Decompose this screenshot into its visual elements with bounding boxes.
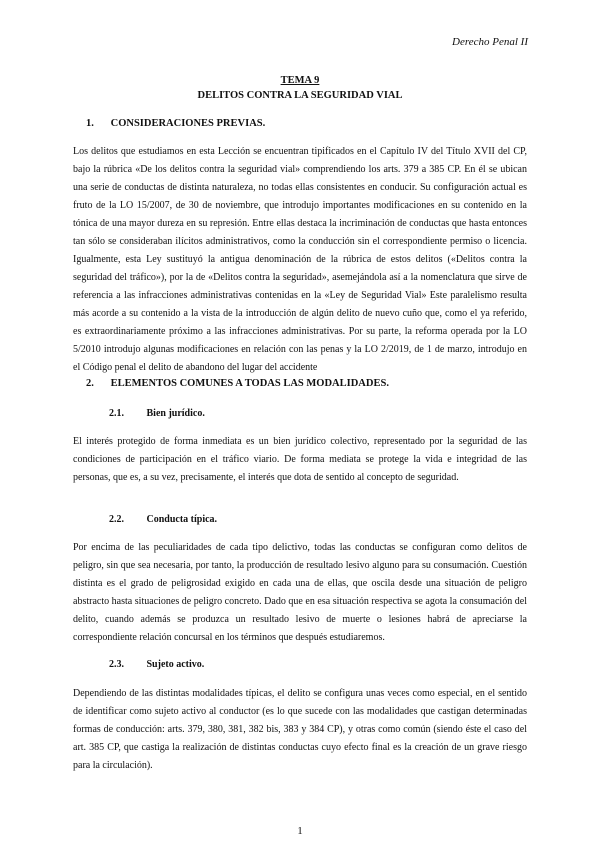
section-1-heading: [86, 118, 265, 129]
subsection-2-3-paragraph: Dependiendo de las distintas modalidades típicas, el delito se configura unas veces como especial, en el sentido de identificar como sujeto activo al conductor (es lo que sucede con las modalidades que castigan determinadas formas de conducción: arts. 379, 380, 381, 382 bis, 383 y 384 CP), y otras como común (siendo éste el caso del art. 385 CP, que castiga la realización de distintas conductas cuyo efecto final es la creación de un grave riesgo para la circulación).: [73, 688, 527, 771]
subsection-2-2-title: Conducta típica.: [146, 514, 218, 525]
section-2-title: ELEMENTOS COMUNES A TODAS LAS MODALIDADES.: [110, 378, 389, 389]
section-2-heading: [86, 378, 389, 389]
subsection-2-1-title: Bien jurídico.: [146, 408, 205, 419]
subsection-2-2-paragraph: Por encima de las peculiaridades de cada tipo delictivo, todas las conductas se configuran como delitos de peligro, sin que sea necesaria, por tanto, la producción de resultado lesivo alguno para su consumación. Cuestión distinta es el grado de peligrosidad exigido en cada una de ellas, que oscila desde una situación de peligro abstracto hasta situaciones de peligro concreto. Dado que en esa situación respectiva se agota la consumación del delito, cuando además se produzca un resultado lesivo de muerte o lesiones habrá de apreciarse la correspondiente relación concursal en los términos que después estudiaremos.: [73, 542, 527, 643]
subsection-2-3-number: 2.3.: [109, 659, 124, 670]
subsection-2-3-heading: [109, 659, 204, 670]
section-2-number: 2.: [86, 378, 94, 389]
chapter-title: [0, 73, 600, 103]
running-header: Derecho Penal II: [452, 36, 528, 48]
section-1-title: CONSIDERACIONES PREVIAS.: [110, 118, 266, 129]
section-1-number: 1.: [86, 118, 94, 129]
chapter-name: DELITOS CONTRA LA SEGURIDAD VIAL: [197, 90, 403, 101]
page-number: 1: [297, 825, 303, 837]
subsection-2-3-title: Sujeto activo.: [146, 659, 205, 670]
subsection-2-1-number: 2.1.: [109, 408, 124, 419]
subsection-2-2-heading: [109, 514, 217, 525]
subsection-2-1-paragraph: El interés protegido de forma inmediata es un bien jurídico colectivo, representado por la seguridad de las condiciones de participación en el tráfico viario. De forma mediata se protege la vida e integridad de las personas, que es, a su vez, precisamente, el interés que dota de sentido al concepto de seguridad.: [73, 436, 527, 483]
chapter-number: TEMA 9: [280, 75, 320, 86]
subsection-2-1-heading: [109, 408, 205, 419]
section-1-paragraph: Los delitos que estudiamos en esta Lección se encuentran tipificados en el Capítulo IV del Título XVII del CP, bajo la rúbrica «De los delitos contra la seguridad vial» comprendiendo los arts. 379 a 385 CP. En él se ubican una serie de conductas de distinta naturaleza, no todas ellas consistentes en conducir. Su configuración actual es fruto de la LO 15/2007, de 30 de noviembre, que introdujo importantes modificaciones en su contenido en la tónica de una mayor dureza en su represión. Entre ellas destaca la incriminación de conductas que hasta entonces tan sólo se consideraban ilícitos administrativos, como la conducción sin el correspondiente permiso o licencia. Igualmente, esta Ley sustituyó la antigua denominación de la rúbrica de estos delitos («Delitos contra la seguridad del tráfico»), por la de «Delitos contra la seguridad», asemejándola así a la nomenclatura que sirve de referencia a las infracciones administrativas contenidas en la «Ley de Seguridad Vial» Este paralelismo resulta más acorde a su contenido a la vista de la introducción de algún delito de nuevo cuño que, como el ya referido, es extraordinariamente próximo a las infracciones administrativas. Por su parte, la reforma operada por la LO 5/2010 introdujo algunas modificaciones en relación con las penas y la LO 2/2019, de 1 de marzo, introdujo en el Código penal el delito de abandono del lugar del accidente: [73, 146, 527, 373]
subsection-2-2-number: 2.2.: [109, 514, 124, 525]
